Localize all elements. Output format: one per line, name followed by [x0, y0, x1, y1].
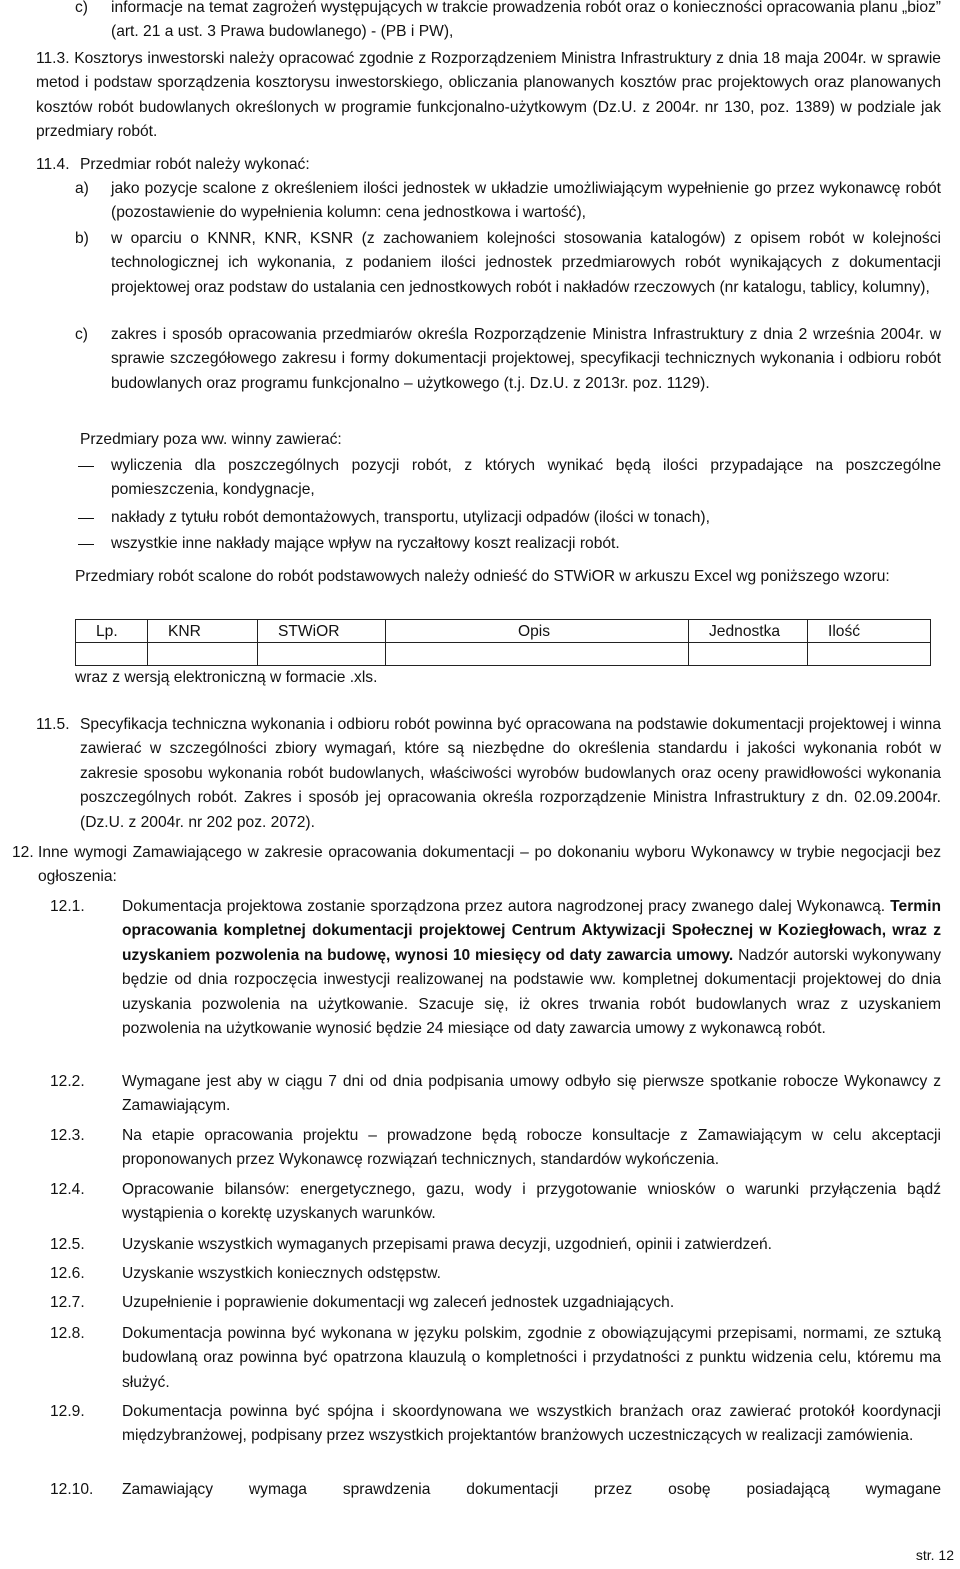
item-12-1-text: [122, 895, 941, 1041]
item-12-2-number: 12.2.: [50, 1073, 85, 1090]
dash-bullet-icon: [78, 466, 94, 467]
table-header-cell: KNR: [148, 620, 258, 643]
table-header-cell: Jednostka: [689, 620, 808, 643]
section-11-3-number: 11.3.: [36, 50, 70, 67]
table-header-cell: Lp.: [76, 620, 148, 643]
item-c-label: c): [75, 326, 88, 343]
przedmiary-poza-title: Przedmiary poza ww. winny zawierać:: [80, 431, 342, 448]
dash-item-2: nakłady z tytułu robót demontażowych, transportu, utylizacji odpadów (ilości w tonach),: [111, 509, 710, 526]
dash-bullet-icon: [78, 518, 94, 519]
page-number: str. 12: [915, 1547, 954, 1563]
item-12-9-number: 12.9.: [50, 1403, 85, 1420]
section-11-4-number: 11.4.: [36, 156, 70, 173]
table-header-cell: STWiOR: [258, 620, 386, 643]
intro-c-text: informacje na temat zagrożeń występujących w trakcie prowadzenia robót oraz o konieczności opracowania planu „bioz” (art. 21 a ust. 3 Prawa budowlanego) - (PB i PW),: [111, 0, 941, 41]
item-12-2-text: Wymagane jest aby w ciągu 7 dni od dnia podpisania umowy odbyło się pierwsze spotkanie robocze Wykonawcy z Zamawiającym.: [122, 1073, 941, 1115]
item-b-label: b): [75, 230, 89, 247]
after-table-text: wraz z wersją elektroniczną w formacie .xls.: [75, 669, 378, 686]
item-12-6-number: 12.6.: [50, 1265, 85, 1282]
scalone-text: Przedmiary robót scalone do robót podstawowych należy odnieść do STWiOR w arkuszu Excel wg poniższego wzoru:: [75, 568, 890, 585]
table-cell: [808, 643, 931, 666]
section-12-text: Inne wymogi Zamawiającego w zakresie opracowania dokumentacji – po dokonaniu wyboru Wykonawcy w trybie negocjacji bez ogłoszenia:: [38, 844, 941, 886]
table-cell: [258, 643, 386, 666]
table-cell: [76, 643, 148, 666]
section-11-3-text: Kosztorys inwestorski należy opracować zgodnie z Rozporządzeniem Ministra Infrastruktury z dnia 18 maja 2004r. w sprawie metod i podstaw sporządzenia kosztorysu inwestorskiego, obliczania planowanych kosztów prac projektowych oraz planowanych kosztów robót budowlanych określonych w programie funkcjonalno-użytkowym (Dz.U. z 2004r. nr 130, poz. 1389) w podziale jak przedmiary robót.: [36, 50, 941, 141]
table-cell: [148, 643, 258, 666]
item-c-text: zakres i sposób opracowania przedmiarów określa Rozporządzenie Ministra Infrastruktury z dnia 2 września 2004r. w sprawie szczegółowego zakresu i formy dokumentacji projektowej, specyfikacji technicznych wykonania i odbioru robót budowlanych oraz programu funkcjonalno – użytkowego (t.j. Dz.U. z 2013r. poz. 1129).: [111, 326, 941, 392]
section-12-number: 12.: [12, 844, 34, 861]
item-12-10-number: 12.10.: [50, 1481, 94, 1498]
item-12-1-number: 12.1.: [50, 898, 85, 915]
item-12-10-text: Zamawiający wymaga sprawdzenia dokumentacji przez osobę posiadającą wymagane: [122, 1481, 941, 1498]
item-12-1-text-b: Nadzór autorski wykonywany będzie od dnia rozpoczęcia inwestycji realizowanej na podstawie ww. kompletnej dokumentacji projektowej do dnia uzyskania pozwolenia na użytkowanie. Szacuje się, iż okres trwania robót budowlanych wraz z uzyskaniem pozwolenia na użytkowanie wynosić będzie 24 miesiące od daty zawarcia umowy z wykonawcą robót.: [122, 946, 941, 1038]
item-12-8-text: Dokumentacja powinna być wykonana w języku polskim, zgodnie z obowiązującymi przepisami, normami, ze sztuką budowlaną oraz powinna być opatrzona klauzulą o kompletności i przydatności z punktu widzenia celu, któremu ma służyć.: [122, 1325, 941, 1391]
section-11-4-title: Przedmiar robót należy wykonać:: [80, 156, 310, 173]
item-12-3-number: 12.3.: [50, 1127, 85, 1144]
item-12-6-text: Uzyskanie wszystkich koniecznych odstępstw.: [122, 1265, 441, 1282]
dash-item-1: wyliczenia dla poszczególnych pozycji robót, z których wynikać będą ilości przypadające na poszczególne pomieszczenia, kondygnacje,: [111, 457, 941, 499]
item-12-5-text: Uzyskanie wszystkich wymaganych przepisami prawa decyzji, uzgodnień, opinii i zatwierdzeń.: [122, 1236, 773, 1253]
item-a-label: a): [75, 180, 89, 197]
item-12-1-text-a: Dokumentacja projektowa zostanie sporządzona przez autora nagrodzonej pracy zwanego dalej Wykonawcą.: [122, 898, 891, 915]
item-12-1-deadline-bold: Termin opracowania kompletnej dokumentacji projektowej Centrum Aktywizacji Społecznej w Koziegłowach, wraz z uzyskaniem pozwolenia na budowę, wynosi 10 miesięcy od daty zawarcia umowy.: [122, 898, 941, 964]
table-header-cell: Ilość: [808, 620, 931, 643]
intro-c-label: c): [75, 0, 88, 16]
item-12-4-text: Opracowanie bilansów: energetycznego, gazu, wody i przygotowanie wniosków o warunki przyłączenia bądź wystąpienia o korektę uzyskanych warunków.: [122, 1181, 941, 1223]
table-header-cell: Opis: [386, 620, 689, 643]
section-11-5-number: 11.5.: [36, 716, 70, 733]
section-11-5-text: Specyfikacja techniczna wykonania i odbioru robót powinna być opracowana na podstawie dokumentacji projektowej i winna zawierać w szczególności zbiory wymagań, które są niezbędne do określenia standardu i jakości wykonania robót w zakresie sposobu wykonania robót budowlanych, właściwości wyrobów budowlanych oraz oceny prawidłowości wykonania poszczególnych robót. Zakres i sposób jej opracowania określa rozporządzenie Ministra Infrastruktury z dn. 02.09.2004r. (Dz.U. z 2004r. nr 202 poz. 2072).: [80, 716, 941, 831]
item-12-3-text: Na etapie opracowania projektu – prowadzone będą robocze konsultacje z Zamawiającym w celu akceptacji proponowanych przez Wykonawcę rozwiązań technicznych, standardów wykończenia.: [122, 1127, 941, 1169]
section-11-3: [36, 47, 941, 145]
item-a-text: jako pozycje scalone z określeniem ilości jednostek w układzie umożliwiającym wypełnienie go przez wykonawcę robót (pozostawienie do wypełnienia kolumn: cena jednostkowa i wartość),: [111, 180, 941, 222]
table-row: [76, 643, 931, 666]
item-12-7-number: 12.7.: [50, 1294, 85, 1311]
item-12-5-number: 12.5.: [50, 1236, 85, 1253]
item-12-9-text: Dokumentacja powinna być spójna i skoordynowana we wszystkich branżach oraz zawierać protokół koordynacji międzybranżowej, podpisany przez wszystkich projektantów branżowych uczestniczących w realizacji zamówienia.: [122, 1403, 941, 1445]
przedmiar-template-table: [75, 619, 931, 666]
dash-bullet-icon: [78, 544, 94, 545]
dash-item-3: wszystkie inne nakłady mające wpływ na ryczałtowy koszt realizacji robót.: [111, 535, 620, 552]
table-cell: [689, 643, 808, 666]
item-12-7-text: Uzupełnienie i poprawienie dokumentacji wg zaleceń jednostek uzgadniających.: [122, 1294, 675, 1311]
item-12-8-number: 12.8.: [50, 1325, 85, 1342]
item-12-4-number: 12.4.: [50, 1181, 85, 1198]
item-b-text: w oparciu o KNNR, KNR, KSNR (z zachowaniem kolejności stosowania katalogów) z opisem robót w kolejności technologicznej ich wykonania, z podaniem ilości jednostek przedmiarowych robót wynikających z dokumentacji projektowej oraz podstaw do ustalania cen jednostkowych robót i nakładów rzeczowych (nr katalogu, tablicy, kolumny),: [111, 230, 941, 296]
table-header-row: [76, 620, 931, 643]
table-cell: [386, 643, 689, 666]
